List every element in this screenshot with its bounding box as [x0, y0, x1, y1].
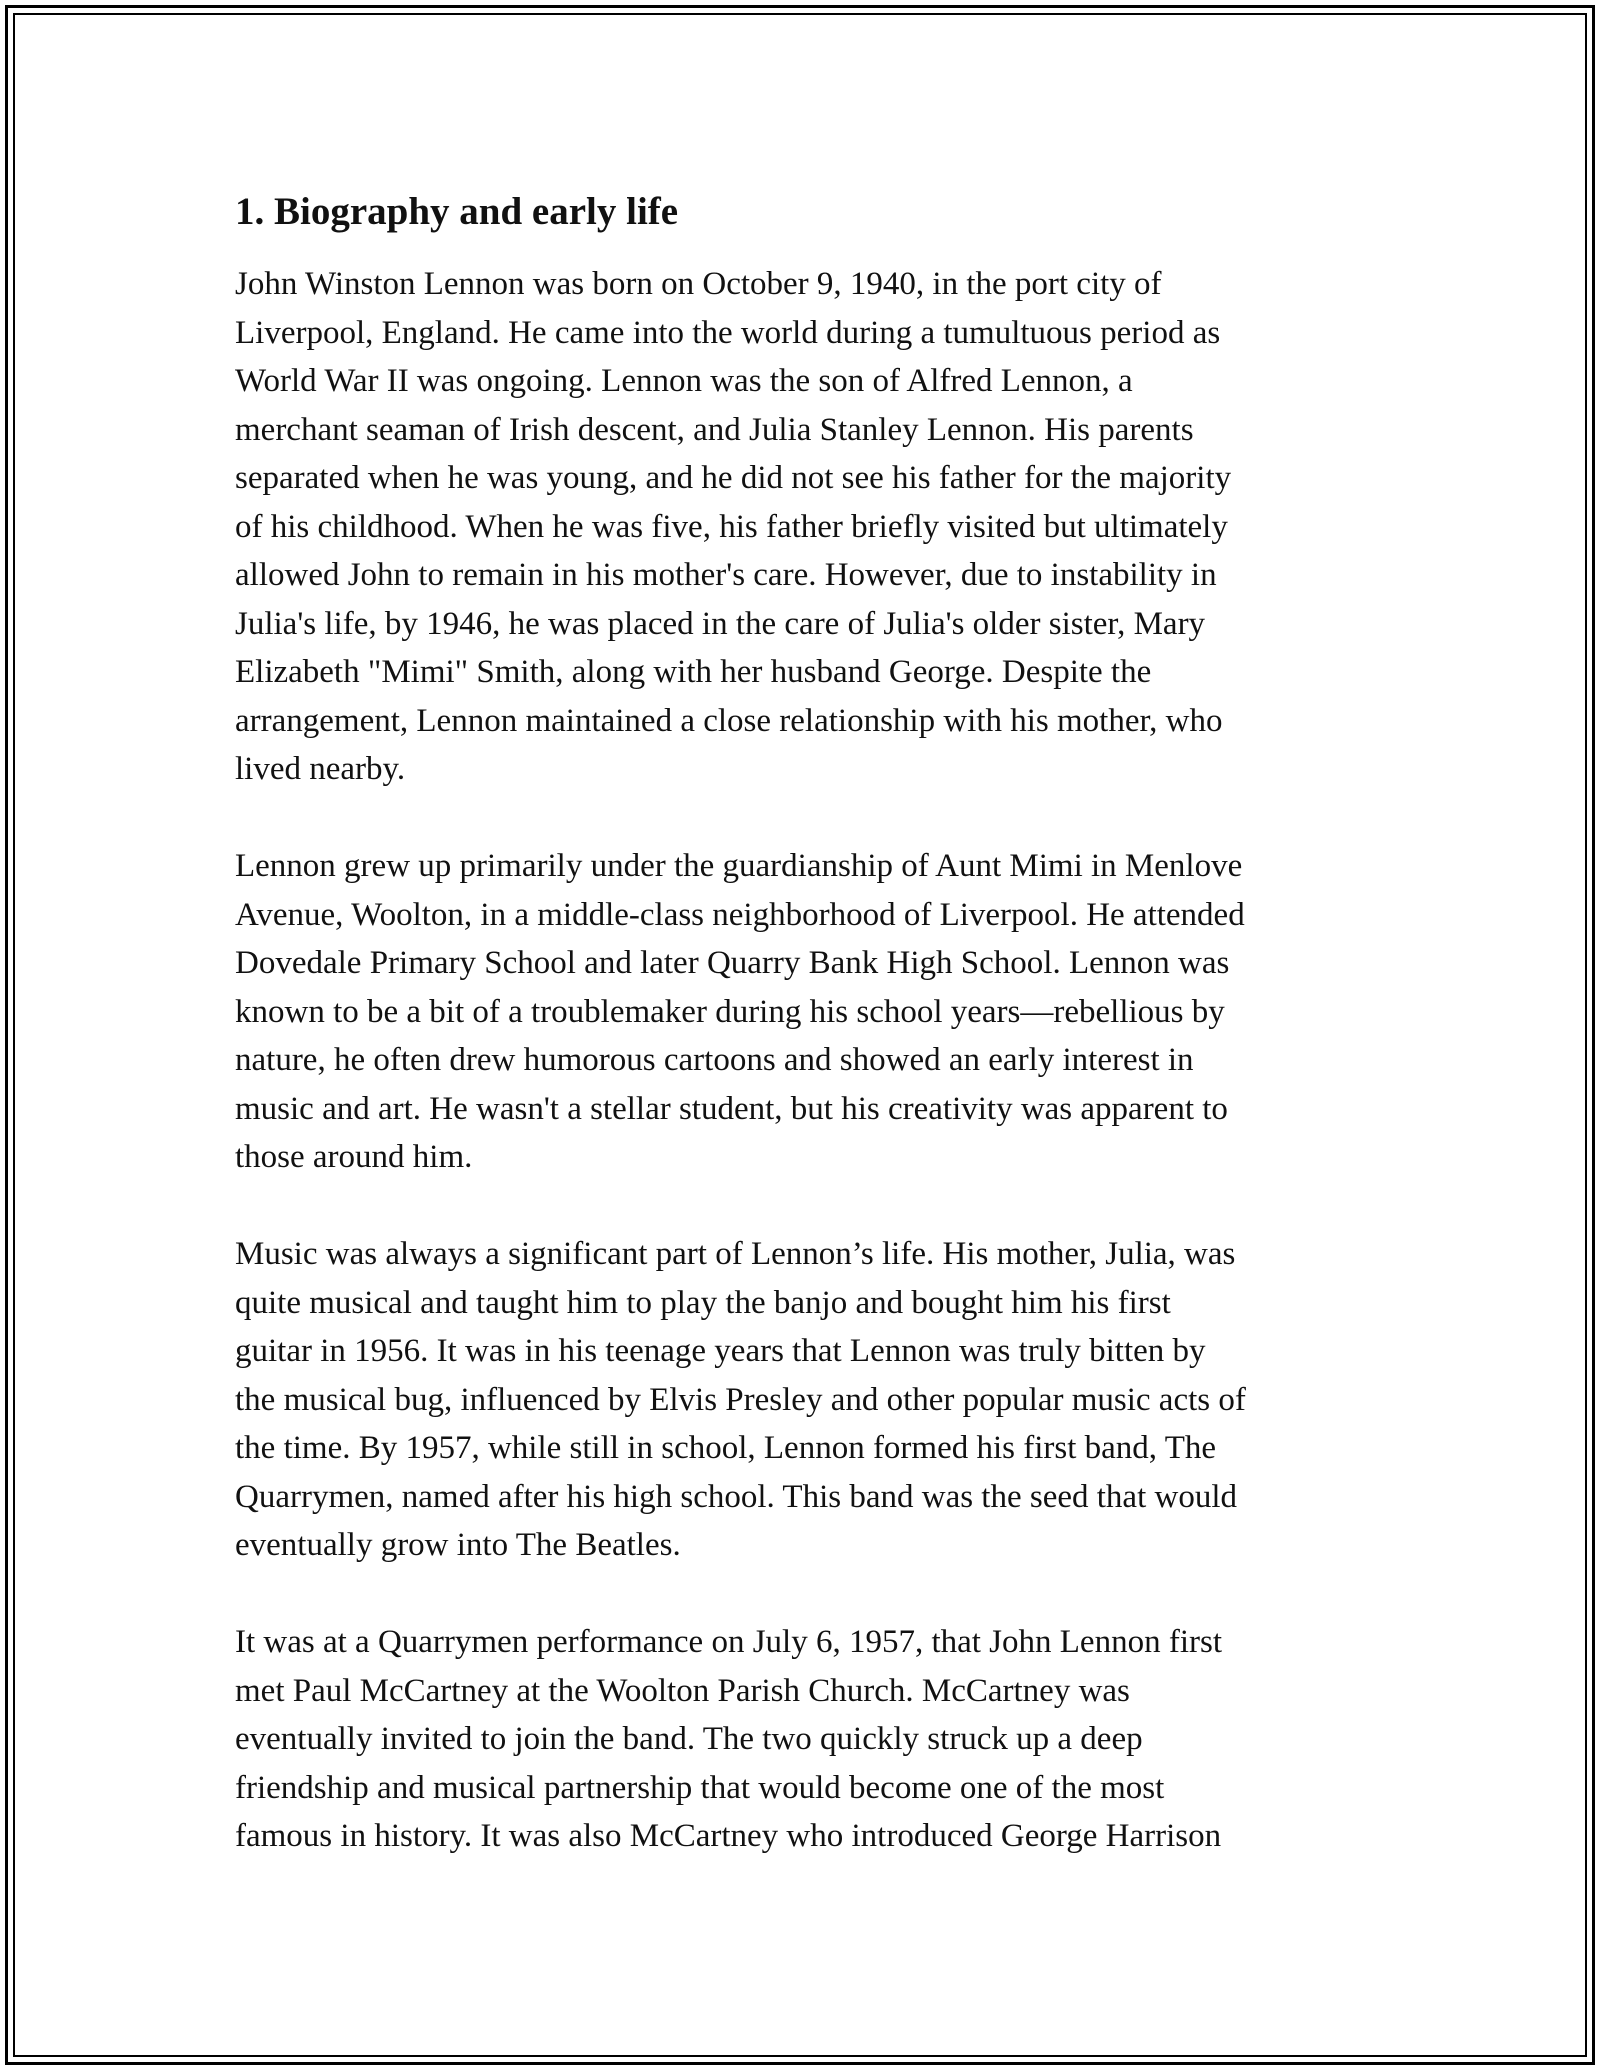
text-line: lived nearby. [235, 751, 406, 787]
text-line: music and art. He wasn't a stellar student, but his creativity was apparent to [235, 1090, 1228, 1127]
text-line: famous in history. It was also McCartney who introduced George Harrison [235, 1818, 1222, 1854]
text-line: merchant seaman of Irish descent, and Julia Stanley Lennon. His parents [235, 411, 1194, 448]
text-line: Quarrymen, named after his high school. This band was the seed that would [235, 1478, 1237, 1515]
text-line: guitar in 1956. It was in his teenage years that Lennon was truly bitten by [235, 1333, 1206, 1369]
text-line: the time. By 1957, while still in school, Lennon formed his first band, The [235, 1430, 1217, 1466]
paragraph [235, 1618, 1375, 1861]
text-line: Lennon grew up primarily under the guardianship of Aunt Mimi in Menlove [235, 848, 1243, 884]
document-body [235, 188, 1375, 1909]
text-line: allowed John to remain in his mother's care. However, due to instability in [235, 557, 1217, 593]
paragraph [235, 1230, 1375, 1570]
text-line: John Winston Lennon was born on October 9, 1940, in the port city of [235, 266, 1162, 302]
text-line: Liverpool, England. He came into the world during a tumultuous period as [235, 314, 1221, 351]
text-line: It was at a Quarrymen performance on July 6, 1957, that John Lennon first [235, 1624, 1222, 1660]
text-line: arrangement, Lennon maintained a close relationship with his mother, who [235, 702, 1223, 739]
text-line: quite musical and taught him to play the banjo and bought him his first [235, 1284, 1171, 1321]
text-line: Dovedale Primary School and later Quarry Bank High School. Lennon was [235, 945, 1230, 981]
text-line: of his childhood. When he was five, his father briefly visited but ultimately [235, 508, 1228, 545]
text-line: eventually grow into The Beatles. [235, 1527, 681, 1563]
text-line: met Paul McCartney at the Woolton Parish Church. McCartney was [235, 1672, 1130, 1709]
text-line: eventually invited to join the band. The two quickly struck up a deep [235, 1721, 1143, 1757]
text-line: those around him. [235, 1139, 473, 1175]
paragraph [235, 260, 1375, 794]
paragraph [235, 842, 1375, 1182]
text-line: known to be a bit of a troublemaker during his school years—rebellious by [235, 993, 1225, 1030]
text-line: nature, he often drew humorous cartoons and showed an early interest in [235, 1042, 1194, 1078]
text-line: World War II was ongoing. Lennon was the son of Alfred Lennon, a [235, 363, 1133, 399]
text-line: Julia's life, by 1946, he was placed in the care of Julia's older sister, Mary [235, 605, 1206, 642]
text-line: Avenue, Woolton, in a middle-class neighborhood of Liverpool. He attended [235, 896, 1245, 933]
text-line: separated when he was young, and he did not see his father for the majority [235, 460, 1232, 496]
text-line: the musical bug, influenced by Elvis Presley and other popular music acts of [235, 1381, 1246, 1418]
text-line: Elizabeth "Mimi" Smith, along with her husband George. Despite the [235, 654, 1152, 690]
section-heading: 1. Biography and early life [235, 190, 679, 233]
text-line: friendship and musical partnership that would become one of the most [235, 1769, 1165, 1806]
text-line: Music was always a significant part of Lennon’s life. His mother, Julia, was [235, 1236, 1236, 1272]
